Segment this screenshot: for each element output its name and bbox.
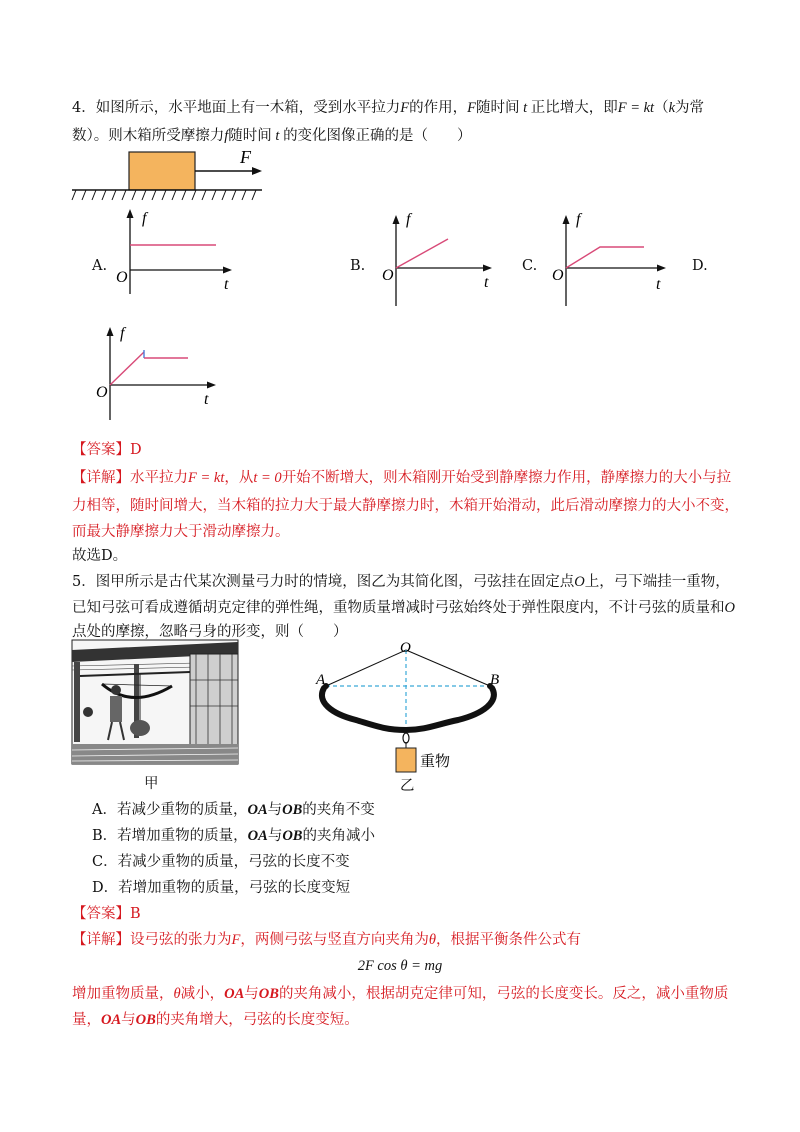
q5-detail-line1: 【详解】设弓弦的张力为F，两侧弓弦与竖直方向夹角为θ，根据平衡条件公式有 bbox=[72, 932, 581, 948]
q4-detail-line1: 【详解】水平拉力F = kt，从t = 0开始不断增大，则木箱刚开始受到静摩擦力作用，静摩擦力的大小与拉 bbox=[72, 470, 732, 486]
x-label: t bbox=[204, 391, 209, 408]
q4-detail-line3: 而最大静摩擦力大于滑动摩擦力。 bbox=[72, 524, 290, 540]
bow-body bbox=[322, 688, 494, 730]
y-axis-arrow bbox=[107, 327, 114, 336]
q5-equation: 2F cos θ = mg bbox=[357, 958, 443, 974]
graph-line bbox=[566, 247, 644, 268]
q5-detail-line2: 增加重物质量，θ减小，OA与OB的夹角减小，根据胡克定律可知，弓弦的长度变长。反之，减小重物质 bbox=[72, 986, 729, 1002]
graph-b bbox=[382, 210, 502, 310]
ancient-illustration bbox=[72, 640, 242, 768]
q4-stem-line1: 4．如图所示，水平地面上有一木箱，受到水平拉力F的作用，F随时间 t 正比增大，即F = kt（k为常 bbox=[72, 100, 705, 116]
figure-jia-label: 甲 bbox=[144, 776, 159, 792]
q5-answer: 【答案】B bbox=[72, 906, 141, 922]
figure-yi-label: 乙 bbox=[400, 778, 415, 794]
origin-label: O bbox=[96, 384, 108, 401]
q4-stem-line2: 数）。则木箱所受摩擦力f随时间 t 的变化图像正确的是（ ） bbox=[72, 128, 472, 144]
x-axis-arrow bbox=[483, 265, 492, 272]
label-weight: 重物 bbox=[420, 754, 451, 770]
wooden-box bbox=[129, 152, 195, 190]
y-label: f bbox=[120, 325, 125, 342]
ground-hatch bbox=[72, 190, 256, 200]
q4-detail-line2: 力相等，随时间增大，当木箱的拉力大于最大静摩擦力时，木箱开始滑动，此后滑动摩擦力的大小不变， bbox=[72, 498, 739, 514]
graph-d bbox=[96, 322, 216, 422]
string-oa bbox=[326, 650, 406, 686]
origin-label: O bbox=[382, 267, 394, 284]
q4-answer: 【答案】D bbox=[72, 442, 142, 458]
option-a-letter: A. bbox=[92, 258, 108, 274]
y-axis-arrow bbox=[563, 215, 570, 224]
q5-stem-line2: 已知弓弦可看成遵循胡克定律的弹性绳，重物质量增减时弓弦始终处于弹性限度内，不计弓弦的质量和O bbox=[72, 600, 735, 616]
y-label: f bbox=[142, 210, 147, 227]
q5-option-b[interactable]: B．若增加重物的质量，OA与OB的夹角减小 bbox=[92, 828, 375, 844]
bow-diagram bbox=[306, 640, 546, 780]
graph-c bbox=[552, 210, 672, 310]
origin-label: O bbox=[552, 267, 564, 284]
label-o: O bbox=[400, 640, 411, 656]
q5-stem-line1: 5．图甲所示是古代某次测量弓力时的情境，图乙为其简化图，弓弦挂在固定点O上，弓下端挂一重物， bbox=[72, 574, 730, 590]
x-axis-arrow bbox=[657, 265, 666, 272]
x-axis-arrow bbox=[207, 382, 216, 389]
q5-stem-line3: 点处的摩擦，忽略弓身的形变，则（ ） bbox=[72, 624, 348, 640]
string-ob bbox=[406, 650, 490, 686]
graph-line bbox=[396, 239, 448, 268]
x-label: t bbox=[224, 276, 229, 293]
y-label: f bbox=[576, 211, 581, 228]
option-b-letter: B. bbox=[350, 258, 366, 274]
hook bbox=[403, 733, 409, 743]
force-label: F bbox=[240, 147, 251, 167]
q4-conclusion: 故选D。 bbox=[72, 548, 128, 564]
option-d-letter: D. bbox=[692, 258, 708, 274]
x-axis-arrow bbox=[223, 267, 232, 274]
y-label: f bbox=[406, 211, 411, 228]
graph-line-rise bbox=[110, 352, 144, 385]
q5-detail-line3: 量，OA与OB的夹角增大，弓弦的长度变短。 bbox=[72, 1012, 359, 1028]
y-axis-arrow bbox=[127, 209, 134, 218]
origin-label: O bbox=[116, 269, 128, 286]
y-axis-arrow bbox=[393, 215, 400, 224]
weight-block bbox=[396, 748, 416, 772]
q5-option-c[interactable]: C．若减少重物的质量，弓弦的长度不变 bbox=[92, 854, 350, 870]
graph-a bbox=[116, 204, 236, 304]
option-c-letter: C. bbox=[522, 258, 538, 274]
q5-option-d[interactable]: D．若增加重物的质量，弓弦的长度变短 bbox=[92, 880, 351, 896]
label-b: B bbox=[490, 672, 500, 688]
force-arrow-head bbox=[252, 167, 262, 175]
x-label: t bbox=[484, 274, 489, 291]
label-a: A bbox=[316, 672, 326, 688]
box-diagram bbox=[72, 146, 272, 206]
q5-option-a[interactable]: A．若减少重物的质量，OA与OB的夹角不变 bbox=[92, 802, 375, 818]
x-label: t bbox=[656, 276, 661, 293]
